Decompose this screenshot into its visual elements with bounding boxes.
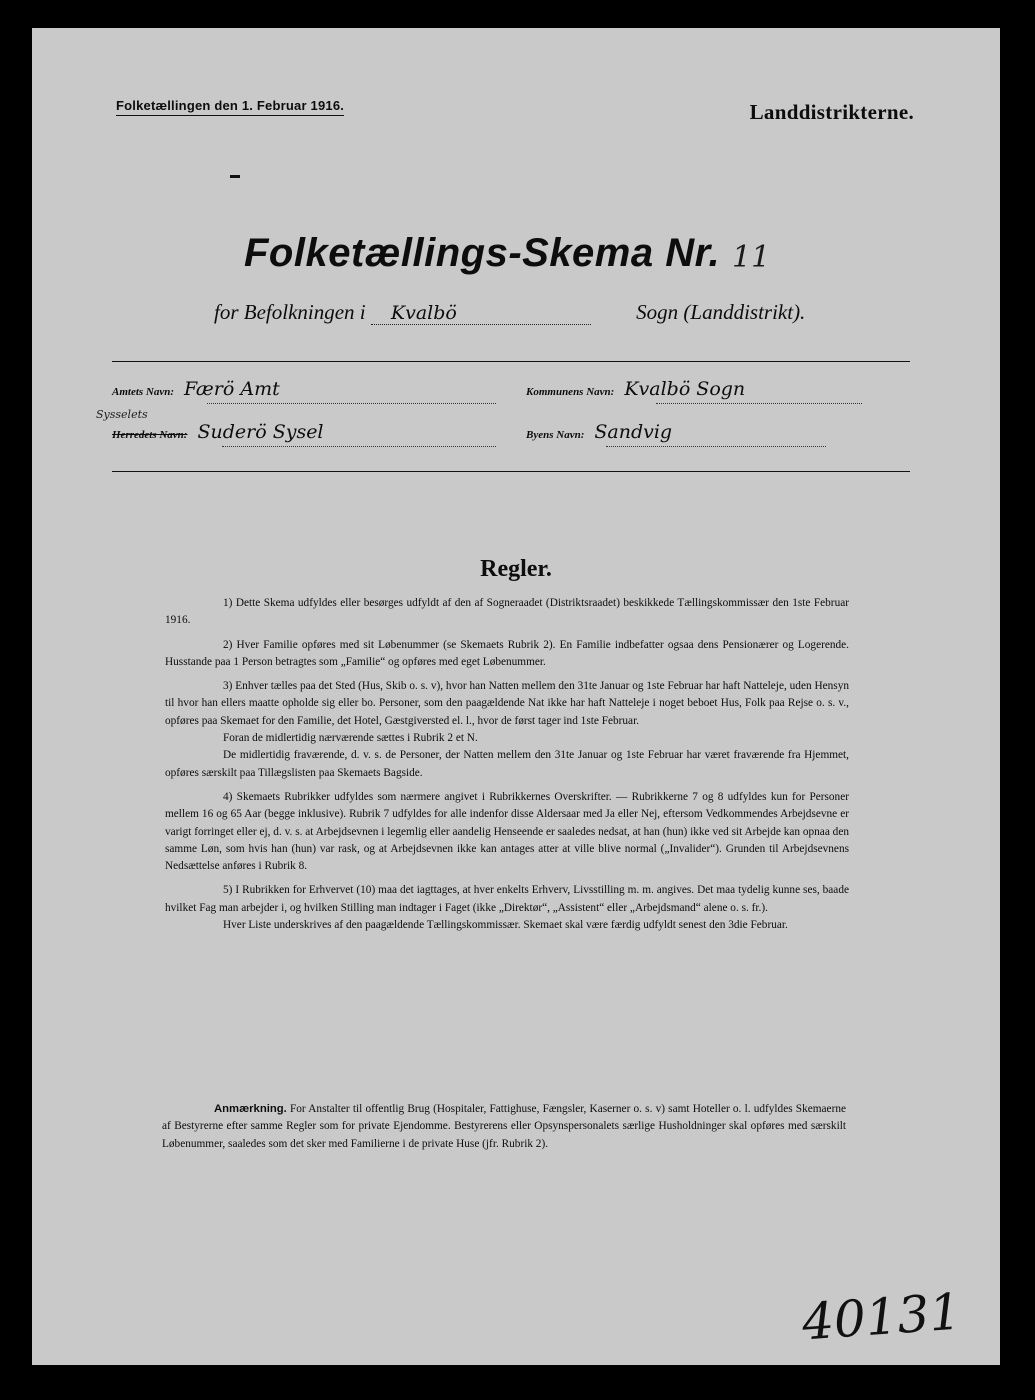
note-text: For Anstalter til offentlig Brug (Hospitaler, Fattighuse, Fængsler, Kaserner o. s. v) samt Hoteller o. l. udfyldes Skemaerne af Bestyrerne efter samme Regler som for private Ejendomme. Bestyrerens eller Opsynspersonalets særlige Husholdninger skal opføres med særskilt Løbenummer, saaledes som det sker med Familierne i de private Huse (jfr. Rubrik 2). [162,1103,846,1150]
herred-value: Suderö Sysel [197,421,324,443]
amt-label: Amtets Navn: [112,386,175,398]
rule-6: Hver Liste underskrives af den paagældende Tællingskommissær. Skemaet skal være færdig udfyldt senest den 3die Februar. [223,919,788,932]
rule-1: 1) Dette Skema udfyldes eller besørges udfyldt af den af Sogneraadet (Distriktsraadet) beskikkede Tællingskommissær den 1ste Februar 1916. [165,597,849,627]
ink-mark [230,175,240,178]
rule-2: 2) Hver Familie opføres med sit Løbenummer (se Skemaets Rubrik 2). En Familie indbefatter ogsaa dens Pensionærer og Logerende. Husstande paa 1 Person betragtes som „Familie“ og opføres med eget Løbenummer. [165,638,849,668]
rule-3: 3) Enhver tælles paa det Sted (Hus, Skib o. s. v), hvor han Natten mellem den 31te Januar og 1ste Februar har haft Natteleje, uden Hensyn til hvor han ellers maatte opholde sig eller bo. Personer, som den paagældende Nat ikke har haft Natteleje i noget beboet Hus, Folk paa Rejse o. s. v., opføres paa Skemaet for den Familie, det Hotel, Gæstgiversted el. l., hvor de først tager ind 1ste Februar. [165,680,849,727]
census-date-header: Folketællingen den 1. Februar 1916. [116,98,344,116]
parish-value: Kvalbö [371,302,591,325]
by-label: Byens Navn: [526,429,585,441]
form-title: Folketællings-Skema Nr. [244,231,721,275]
parish-prefix: for Befolkningen i [214,300,366,324]
kommune-label: Kommunens Navn: [526,386,615,398]
census-form-page [32,28,1000,1365]
note-paragraph [162,1101,846,1153]
note-label: Anmærkning. [214,1103,287,1115]
herred-field [112,421,496,447]
parish-row [214,300,805,325]
archive-number: 40131 [800,1282,963,1352]
by-field [526,421,826,447]
rule-5: 5) I Rubrikken for Erhvervet (10) maa det iagttages, at hver enkelts Erhverv, Livsstilling m. m. angives. Det maa tydelig kunne ses, baade hvilket Fag man arbejder i, og hvilken Stilling man indtager i Faget (ikke „Direktør“, „Assistent“ eller „Arbejdsmand“ alene o. s. fr.). [165,884,849,914]
kommune-value: Kvalbö Sogn [624,378,746,400]
kommune-field [526,378,862,404]
district-type-header: Landdistrikterne. [749,100,914,124]
divider-bottom [112,471,910,472]
rules-heading: Regler. [480,556,552,582]
parish-suffix: Sogn (Landdistrikt). [636,300,806,324]
amt-field [112,378,496,404]
divider-top [112,361,910,362]
herred-correction: Sysselets [96,408,148,421]
rule-3-present: Foran de midlertidig nærværende sættes i Rubrik 2 et N. [223,732,478,745]
herred-label: Herredets Navn: [112,429,188,441]
by-value: Sandvig [594,421,673,443]
amt-value: Færö Amt [184,378,280,400]
rules-text [165,595,849,941]
form-number: 11 [732,240,771,275]
rule-3-absent: De midlertidig fraværende, d. v. s. de Personer, der Natten mellem den 31te Januar og 1ste Februar har været fraværende fra Hjemmet, opføres særskilt paa Tillægslisten paa Skemaets Bagside. [165,749,849,779]
rule-4: 4) Skemaets Rubrikker udfyldes som nærmere angivet i Rubrikkernes Overskrifter. — Rubrikkerne 7 og 8 udfyldes kun for Personer mellem 16 og 65 Aar (begge inklusive). Rubrik 7 udfyldes for alle indenfor disse Aldersaar med Ja eller Nej, eftersom Vedkommendes Arbejdsevne er varigt forringet eller ej, d. v. s. at Arbejdsevnen i legemlig eller aandelig Henseende er saaledes nedsat, at han (hun) ikke ved sit Arbejde kan opnaa den samme Løn, som hvis han (hun) var rask, og at Arbejdsevnen ikke kan antages atter at ville blive normal („Invalider“). Grunden til Arbejdsevnens Nedsættelse anføres i Rubrik 8. [165,790,849,873]
